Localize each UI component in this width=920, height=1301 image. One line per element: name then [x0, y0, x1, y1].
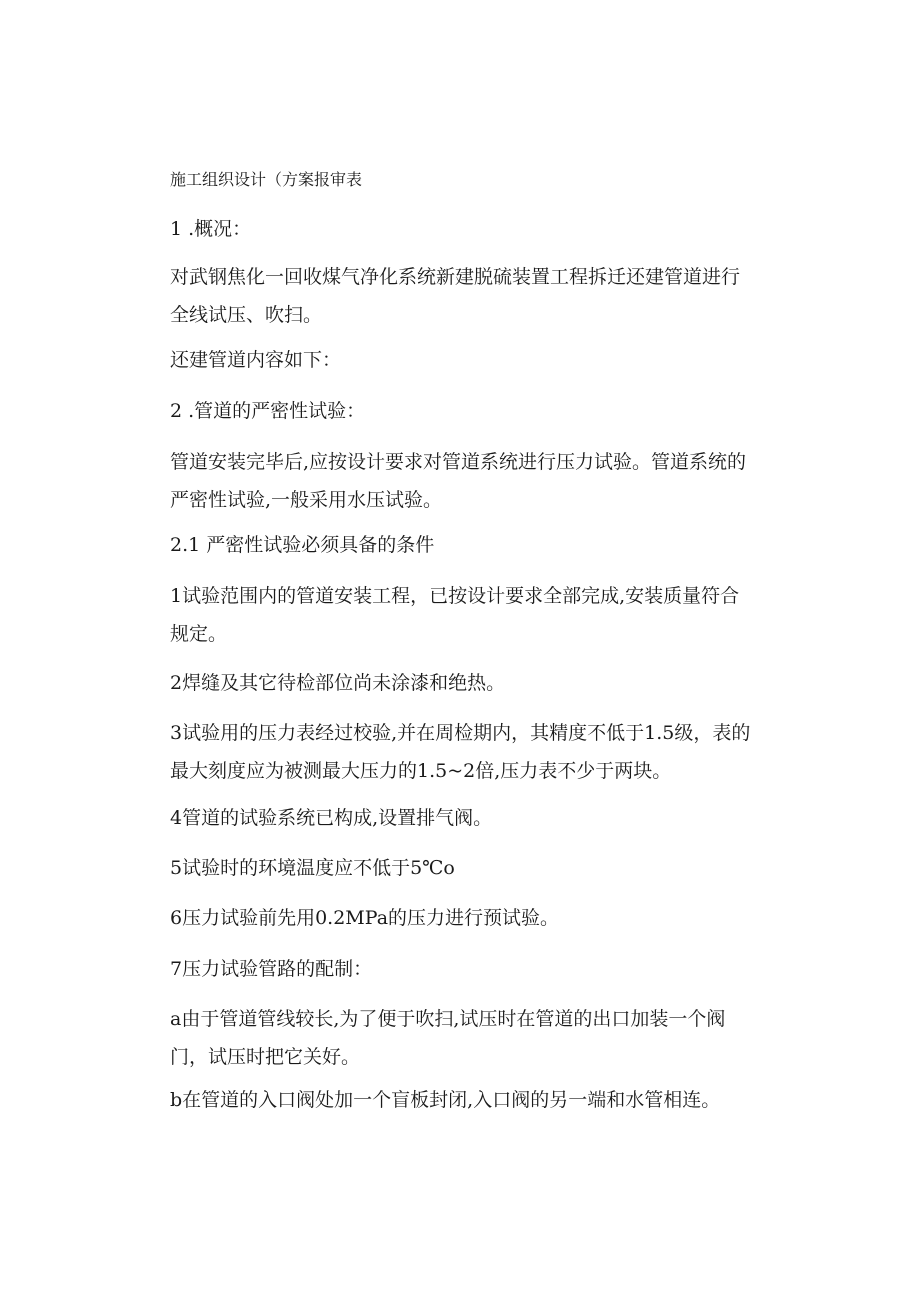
paragraph-line: 1 .概况：: [170, 218, 252, 240]
paragraph: [170, 714, 780, 790]
paragraph-line: 7压力试验管路的配制：: [170, 958, 373, 980]
paragraph-line: 最大刻度应为被测最大压力的1.5~2倍,压力表不少于两块。: [170, 760, 672, 782]
paragraph: [170, 664, 780, 702]
paragraph-line: 1试验范围内的管道安装工程，已按设计要求全部完成,安装质量符合: [170, 585, 740, 607]
paragraph-line: 规定。: [170, 623, 228, 645]
paragraph: [170, 950, 780, 988]
paragraph-line: a由于管道管线较长,为了便于吹扫,试压时在管道的出口加装一个阀: [170, 1008, 726, 1030]
paragraph: [170, 1081, 780, 1119]
paragraph: [170, 392, 780, 430]
paragraph-line: 门，试压时把它关好。: [170, 1046, 361, 1068]
paragraph: [170, 210, 780, 248]
paragraph: [170, 341, 780, 379]
paragraph-line: 6压力试验前先用0.2MPa的压力进行预试验。: [170, 907, 560, 929]
paragraph-line: 对武钢焦化一回收煤气净化系统新建脱硫装置工程拆迁还建管道进行: [170, 266, 741, 288]
paragraph-line: 2.1 严密性试验必须具备的条件: [170, 534, 435, 556]
document-title: 施工组织设计（方案报审表: [170, 170, 363, 189]
paragraph: [170, 1000, 780, 1076]
paragraph: [170, 258, 780, 334]
paragraph: [170, 577, 780, 653]
paragraph-line: 5试验时的环境温度应不低于5℃o: [170, 857, 455, 879]
paragraph: [170, 849, 780, 887]
paragraph: [170, 443, 780, 519]
paragraph-line: 4管道的试验系统已构成,设置排气阀。: [170, 807, 493, 829]
paragraph-line: 2焊缝及其它待检部位尚未涂漆和绝热。: [170, 672, 506, 694]
paragraph: [170, 526, 780, 564]
paragraph-line: 3试验用的压力表经过校验,并在周检期内，其精度不低于1.5级，表的: [170, 722, 751, 744]
paragraph-line: b在管道的入口阀处加一个盲板封闭,入口阀的另一端和水管相连。: [170, 1089, 721, 1111]
paragraph: [170, 799, 780, 837]
paragraph-line: 2 .管道的严密性试验：: [170, 400, 366, 422]
paragraph-line: 严密性试验,一般采用水压试验。: [170, 489, 443, 511]
paragraph-line: 全线试压、吹扫。: [170, 304, 323, 326]
paragraph-line: 还建管道内容如下：: [170, 349, 342, 371]
paragraph-line: 管道安装完毕后,应按设计要求对管道系统进行压力试验。管道系统的: [170, 451, 747, 473]
paragraph: [170, 899, 780, 937]
